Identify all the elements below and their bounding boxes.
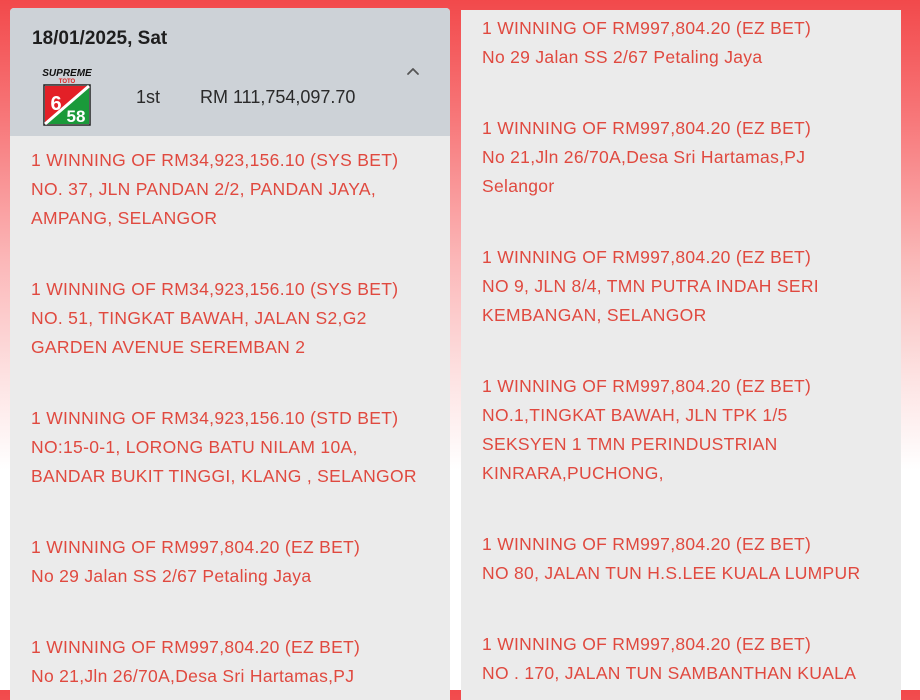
winner-title: 1 WINNING OF RM997,804.20 (EZ BET) (482, 247, 812, 267)
winner-title: 1 WINNING OF RM997,804.20 (EZ BET) (31, 637, 361, 657)
winner-title: 1 WINNING OF RM997,804.20 (EZ BET) (482, 634, 812, 654)
winner-address-line: NO 9, JLN 8/4, TMN PUTRA INDAH SERI (482, 276, 819, 296)
winner-address-line: NO . 170, JALAN TUN SAMBANTHAN KUALA (482, 663, 857, 683)
winner-title: 1 WINNING OF RM34,923,156.10 (SYS BET) (31, 150, 399, 170)
chevron-up-icon[interactable] (405, 64, 421, 78)
winner-entry (461, 372, 901, 488)
winner-title: 1 WINNING OF RM34,923,156.10 (STD BET) (31, 408, 399, 428)
winner-title: 1 WINNING OF RM997,804.20 (EZ BET) (31, 537, 361, 557)
left-results-panel (10, 8, 450, 700)
right-results-panel (461, 10, 901, 700)
winner-entry (10, 404, 450, 491)
winner-address-line: No 29 Jalan SS 2/67 Petaling Jaya (31, 566, 312, 586)
winner-address-line: NO.1,TINGKAT BAWAH, JLN TPK 1/5 (482, 405, 788, 425)
winner-address-line: BANDAR BUKIT TINGGI, KLANG , SELANGOR (31, 466, 417, 486)
winner-entry (461, 630, 901, 688)
winner-address-line: KINRARA,PUCHONG, (482, 463, 664, 483)
logo-brand-top: SUPREME (42, 68, 92, 79)
winner-address-line: GARDEN AVENUE SEREMBAN 2 (31, 337, 306, 357)
winner-entry (461, 14, 901, 72)
draw-header[interactable] (10, 8, 450, 136)
winner-title: 1 WINNING OF RM997,804.20 (EZ BET) (482, 18, 812, 38)
winner-entry (461, 530, 901, 588)
winner-title: 1 WINNING OF RM997,804.20 (EZ BET) (482, 534, 812, 554)
winner-address-line: NO. 51, TINGKAT BAWAH, JALAN S2,G2 (31, 308, 367, 328)
winner-address-line: NO 80, JALAN TUN H.S.LEE KUALA LUMPUR (482, 563, 861, 583)
jackpot-amount: RM 111,754,097.70 (200, 87, 356, 107)
logo-number-left: 6 (50, 93, 62, 115)
winner-title: 1 WINNING OF RM34,923,156.10 (SYS BET) (31, 279, 399, 299)
right-winner-list (461, 14, 901, 700)
prize-rank: 1st (136, 87, 161, 107)
winner-entry (10, 533, 450, 591)
winner-address-line: NO:15-0-1, LORONG BATU NILAM 10A, (31, 437, 358, 457)
draw-date: 18/01/2025, Sat (32, 28, 168, 49)
logo-number-right: 58 (66, 107, 86, 126)
winner-address-line: Selangor (482, 176, 555, 196)
winner-entry (461, 114, 901, 201)
winner-title: 1 WINNING OF RM997,804.20 (EZ BET) (482, 118, 812, 138)
winner-address-line: KEMBANGAN, SELANGOR (482, 305, 707, 325)
winner-entry (10, 275, 450, 362)
winner-title: 1 WINNING OF RM997,804.20 (EZ BET) (482, 376, 812, 396)
logo-brand-mid: TOTO (58, 79, 76, 85)
winner-address-line: NO. 37, JLN PANDAN 2/2, PANDAN JAYA, (31, 179, 377, 199)
supreme-toto-logo (42, 66, 92, 126)
winner-address-line: No 21,Jln 26/70A,Desa Sri Hartamas,PJ (482, 147, 806, 167)
winner-address-line: AMPANG, SELANGOR (31, 208, 218, 228)
winner-address-line: No 21,Jln 26/70A,Desa Sri Hartamas,PJ (31, 666, 355, 686)
left-winner-list (10, 146, 450, 700)
winner-entry (461, 243, 901, 330)
winner-entry (10, 633, 450, 691)
winner-address-line: SEKSYEN 1 TMN PERINDUSTRIAN (482, 434, 778, 454)
winner-entry (10, 146, 450, 233)
winner-address-line: No 29 Jalan SS 2/67 Petaling Jaya (482, 47, 763, 67)
